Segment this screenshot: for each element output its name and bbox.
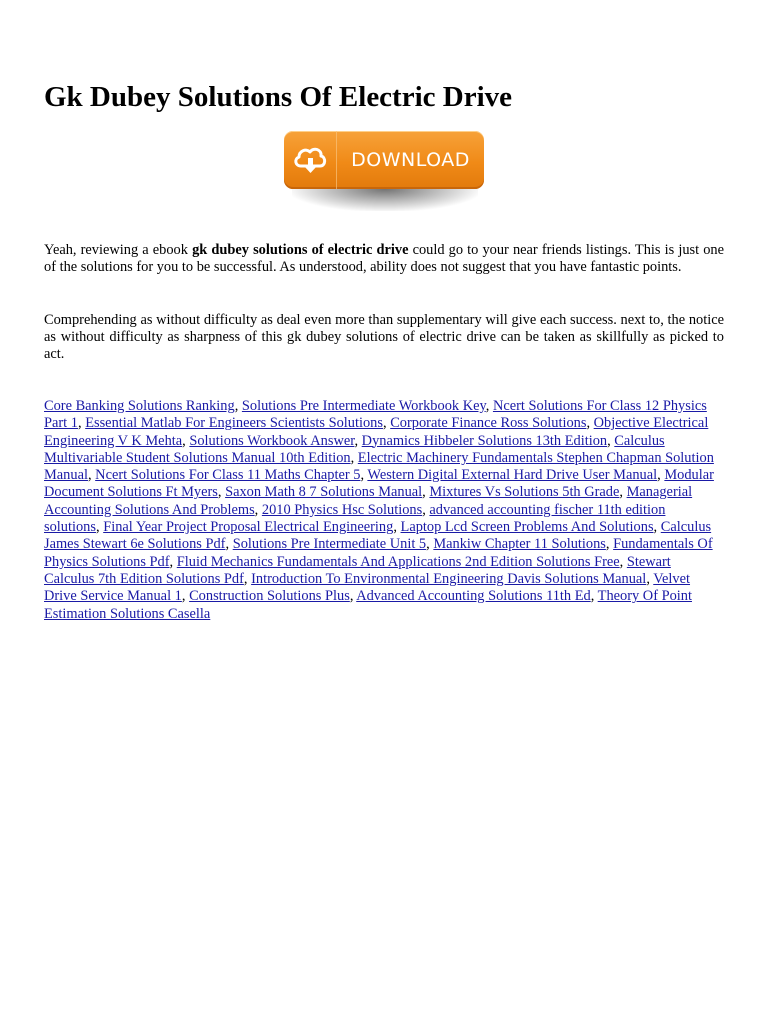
- link-separator: ,: [657, 467, 665, 484]
- link-separator: ,: [619, 553, 627, 570]
- related-link[interactable]: Dynamics Hibbeler Solutions 13th Edition: [361, 432, 608, 449]
- related-link[interactable]: Advanced Accounting Solutions 11th Ed: [356, 588, 591, 605]
- intro-text-before: Yeah, reviewing a ebook: [44, 242, 193, 258]
- related-link[interactable]: Laptop Lcd Screen Problems And Solutions: [400, 519, 654, 536]
- download-banner: [284, 131, 496, 221]
- related-link[interactable]: Ncert Solutions For Class 12 Physics Part 1: [44, 398, 707, 432]
- related-link[interactable]: Solutions Workbook Answer: [189, 432, 355, 449]
- link-separator: ,: [225, 536, 233, 553]
- related-link[interactable]: Mixtures Vs Solutions 5th Grade: [429, 484, 620, 501]
- related-link[interactable]: Fundamentals Of Physics Solutions Pdf: [44, 536, 713, 570]
- link-separator: ,: [360, 467, 368, 484]
- link-separator: ,: [169, 553, 177, 570]
- related-link[interactable]: Core Banking Solutions Ranking: [44, 398, 235, 414]
- related-link[interactable]: Velvet Drive Service Manual 1: [44, 570, 691, 605]
- related-links-list: [44, 398, 724, 623]
- related-link[interactable]: Final Year Project Proposal Electrical Engineering: [103, 519, 394, 536]
- link-separator: ,: [95, 519, 104, 536]
- link-separator: ,: [605, 536, 614, 553]
- link-separator: ,: [182, 432, 190, 449]
- link-separator: ,: [485, 398, 493, 414]
- related-link[interactable]: Solutions Pre Intermediate Unit 5: [232, 536, 427, 553]
- link-separator: ,: [426, 536, 434, 553]
- related-link[interactable]: Calculus Multivariable Student Solutions Manual 10th Edition: [44, 432, 665, 466]
- related-link[interactable]: Calculus James Stewart 6e Solutions Pdf: [44, 519, 712, 553]
- related-link[interactable]: Essential Matlab For Engineers Scientists Solutions: [85, 415, 383, 432]
- link-separator: ,: [349, 588, 357, 605]
- related-link[interactable]: Introduction To Environmental Engineering Davis Solutions Manual: [251, 570, 647, 587]
- link-separator: ,: [243, 570, 252, 587]
- link-separator: ,: [254, 501, 262, 518]
- related-link[interactable]: Fluid Mechanics Fundamentals And Applications 2nd Edition Solutions Free: [176, 553, 620, 570]
- download-label: DOWNLOAD: [351, 149, 470, 171]
- link-separator: ,: [646, 570, 654, 587]
- related-link[interactable]: Construction Solutions Plus: [189, 588, 350, 605]
- page-title: Gk Dubey Solutions Of Electric Drive: [44, 81, 513, 113]
- cloud-download-icon: [284, 131, 336, 189]
- related-link[interactable]: Objective Electrical Engineering V K Mehta: [44, 415, 709, 449]
- link-separator: ,: [234, 398, 242, 414]
- related-link[interactable]: Corporate Finance Ross Solutions: [390, 415, 587, 432]
- related-link[interactable]: Stewart Calculus 7th Edition Solutions Pdf: [44, 553, 671, 587]
- button-divider: [336, 131, 337, 189]
- related-link[interactable]: Theory Of Point Estimation Solutions Casella: [44, 588, 692, 622]
- link-separator: ,: [619, 484, 627, 501]
- related-link[interactable]: Managerial Accounting Solutions And Problems: [44, 484, 693, 518]
- related-link[interactable]: advanced accounting fischer 11th edition solutions: [44, 501, 666, 536]
- link-separator: ,: [181, 588, 190, 605]
- download-button[interactable]: [284, 131, 484, 189]
- related-link[interactable]: 2010 Physics Hsc Solutions: [261, 501, 423, 518]
- link-separator: ,: [393, 519, 401, 536]
- link-separator: ,: [586, 415, 594, 432]
- link-separator: ,: [422, 501, 430, 518]
- download-shadow: [292, 189, 478, 211]
- related-link[interactable]: Electric Machinery Fundamentals Stephen Chapman Solution Manual: [44, 449, 714, 484]
- related-link[interactable]: Mankiw Chapter 11 Solutions: [433, 536, 606, 553]
- link-separator: ,: [590, 588, 598, 605]
- related-link[interactable]: Saxon Math 8 7 Solutions Manual: [225, 484, 423, 501]
- link-separator: ,: [354, 432, 362, 449]
- link-separator: ,: [382, 415, 391, 432]
- related-link[interactable]: Modular Document Solutions Ft Myers: [44, 467, 714, 501]
- related-link[interactable]: Solutions Pre Intermediate Workbook Key: [241, 398, 486, 414]
- intro-text-after: could go to your near friends listings. This is just one of the solutions for you to be successful. As understood, ability does not suggest that you have fantastic points.: [44, 242, 724, 276]
- link-separator: ,: [422, 484, 430, 501]
- link-separator: ,: [217, 484, 226, 501]
- link-separator: ,: [653, 519, 661, 536]
- link-separator: ,: [77, 415, 86, 432]
- intro-paragraph: [44, 242, 724, 276]
- intro-bold-title: gk dubey solutions of electric drive: [192, 242, 409, 258]
- link-separator: ,: [87, 467, 96, 484]
- related-link[interactable]: Western Digital External Hard Drive User Manual: [367, 467, 658, 484]
- second-paragraph: Comprehending as without difficulty as deal even more than supplementary will give each success. next to, the notice as without difficulty as sharpness of this gk dubey solutions of electric drive can be taken as skillfully as picked to act.: [44, 312, 724, 363]
- link-separator: ,: [350, 449, 358, 466]
- related-link[interactable]: Ncert Solutions For Class 11 Maths Chapter 5: [95, 467, 361, 484]
- link-separator: ,: [607, 432, 615, 449]
